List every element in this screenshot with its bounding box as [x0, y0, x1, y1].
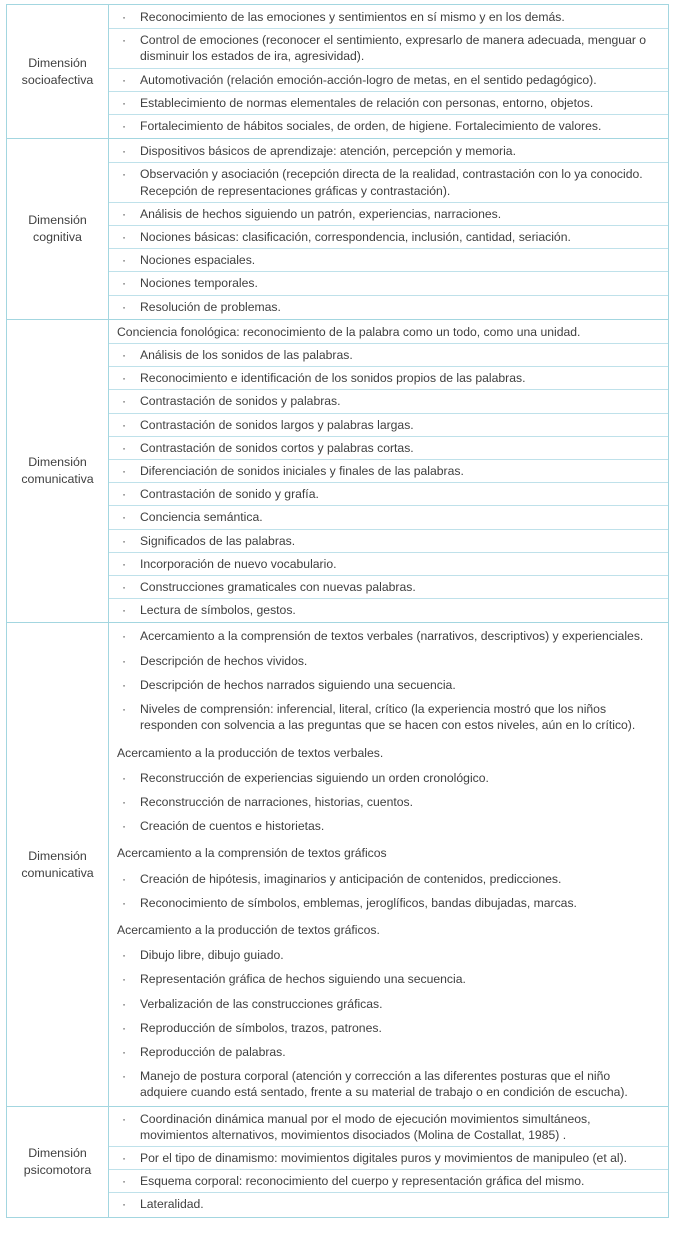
- item-text: Reconocimiento de las emociones y sentimientos en sí mismo y en los demás.: [140, 10, 565, 24]
- item-text: Manejo de postura corporal (atención y corrección a las diferentes posturas que el niño adquiere cuando está sentado, frente a su material de trabajo o en condición de escucha).: [140, 1069, 628, 1100]
- bullet-dot-icon: ·: [122, 230, 127, 245]
- bullet-item: [109, 599, 668, 621]
- item-text: Reconstrucción de experiencias siguiendo un orden cronológico.: [140, 770, 489, 785]
- item-text: Contrastación de sonido y grafía.: [140, 487, 319, 502]
- bullet-dot-icon: ·: [122, 394, 127, 409]
- item-text: Control de emociones (reconocer el sentimiento, expresarlo de manera adecuada, menguar o disminuir los estados de ira, agresividad).: [140, 33, 647, 64]
- items-cell: [109, 1107, 668, 1217]
- bullet-item: [109, 272, 668, 295]
- bullet-item: [109, 992, 668, 1016]
- bullet-dot-icon: ·: [122, 95, 127, 110]
- bullet-item: [109, 673, 668, 697]
- bullet-item: [109, 1170, 668, 1193]
- bullet-item: [109, 203, 668, 226]
- bullet-dot-icon: ·: [122, 996, 127, 1011]
- bullet-item: [109, 576, 668, 599]
- items-cell: [109, 320, 668, 623]
- item-text: Significados de las palabras.: [140, 533, 296, 548]
- bullet-dot-icon: ·: [122, 464, 127, 479]
- bullet-item: [109, 891, 668, 915]
- item-text: Conciencia fonológica: reconocimiento de la palabra como un todo, como una unidad.: [117, 324, 581, 339]
- item-text: Construcciones gramaticales con nuevas palabras.: [140, 580, 416, 595]
- bullet-dot-icon: ·: [122, 556, 127, 571]
- bullet-item: [109, 697, 668, 737]
- bullet-item: [109, 1108, 668, 1147]
- dimension-section-3: [7, 320, 668, 624]
- item-text: Reconstrucción de narraciones, historias, cuentos.: [140, 794, 414, 809]
- bullet-dot-icon: ·: [122, 677, 127, 692]
- bullet-dot-icon: ·: [122, 895, 127, 910]
- subheading-item: [109, 838, 668, 866]
- item-text: Acercamiento a la comprensión de textos verbales (narrativos, descriptivos) y experienciales.: [140, 629, 644, 644]
- bullet-item: [109, 437, 668, 460]
- bullet-item: [109, 29, 668, 68]
- item-text: Nociones temporales.: [140, 276, 258, 291]
- item-text: Análisis de hechos siguiendo un patrón, experiencias, narraciones.: [140, 206, 502, 221]
- item-text: Análisis de los sonidos de las palabras.: [140, 348, 353, 363]
- bullet-item: [109, 766, 668, 790]
- bullet-dot-icon: ·: [122, 653, 127, 668]
- bullet-dot-icon: ·: [122, 1020, 127, 1035]
- bullet-item: [109, 115, 668, 137]
- item-text: Incorporación de nuevo vocabulario.: [140, 556, 337, 571]
- bullet-dot-icon: ·: [122, 629, 127, 644]
- item-text: Descripción de hechos vividos.: [140, 653, 308, 668]
- item-text: Reproducción de símbolos, trazos, patrones.: [140, 1020, 382, 1035]
- item-text: Nociones básicas: clasificación, correspondencia, inclusión, cantidad, seriación.: [140, 230, 571, 245]
- bullet-item: [109, 967, 668, 991]
- bullet-dot-icon: ·: [122, 348, 127, 363]
- bullet-dot-icon: ·: [122, 770, 127, 785]
- item-text: Acercamiento a la producción de textos gráficos.: [117, 922, 380, 937]
- item-text: Acercamiento a la producción de textos verbales.: [117, 745, 384, 760]
- bullet-dot-icon: ·: [122, 10, 127, 24]
- bullet-dot-icon: ·: [122, 1069, 127, 1084]
- item-text: Resolución de problemas.: [140, 299, 281, 314]
- bullet-dot-icon: ·: [122, 794, 127, 809]
- bullet-dot-icon: ·: [122, 603, 127, 618]
- item-text: Dispositivos básicos de aprendizaje: atención, percepción y memoria.: [140, 144, 516, 159]
- bullet-dot-icon: ·: [122, 702, 127, 717]
- bullet-dot-icon: ·: [122, 206, 127, 221]
- item-text: Nociones espaciales.: [140, 253, 256, 268]
- dimension-section-1: [7, 5, 668, 139]
- bullet-dot-icon: ·: [122, 72, 127, 87]
- item-text: Automotivación (relación emoción-acción-logro de metas, en el sentido pedagógico).: [140, 72, 597, 87]
- item-text: Acercamiento a la comprensión de textos gráficos: [117, 846, 387, 861]
- bullet-item: [109, 553, 668, 576]
- dimension-label: Dimensión comunicativa: [7, 623, 109, 1105]
- items-cell: [109, 623, 668, 1105]
- items-cell: [109, 139, 668, 319]
- bullet-dot-icon: ·: [122, 119, 127, 134]
- bullet-dot-icon: ·: [122, 417, 127, 432]
- bullet-item: [109, 506, 668, 529]
- bullet-dot-icon: ·: [122, 972, 127, 987]
- item-text: Diferenciación de sonidos iniciales y finales de las palabras.: [140, 464, 464, 479]
- bullet-dot-icon: ·: [122, 253, 127, 268]
- dimension-label: Dimensión cognitiva: [7, 139, 109, 319]
- bullet-item: [109, 6, 668, 29]
- item-text: Lectura de símbolos, gestos.: [140, 603, 296, 618]
- item-text: Creación de hipótesis, imaginarios y anticipación de contenidos, predicciones.: [140, 871, 562, 886]
- bullet-dot-icon: ·: [122, 871, 127, 886]
- item-text: Fortalecimiento de hábitos sociales, de orden, de higiene. Fortalecimiento de valores.: [140, 119, 602, 134]
- bullet-dot-icon: ·: [122, 371, 127, 386]
- dimension-section-2: [7, 139, 668, 320]
- bullet-item: [109, 92, 668, 115]
- item-text: Contrastación de sonidos y palabras.: [140, 394, 341, 409]
- bullet-dot-icon: ·: [122, 1111, 127, 1126]
- item-text: Reconocimiento e identificación de los sonidos propios de las palabras.: [140, 371, 526, 386]
- bullet-item: [109, 296, 668, 318]
- item-text: Reproducción de palabras.: [140, 1044, 286, 1059]
- item-text: Reconocimiento de símbolos, emblemas, jeroglíficos, bandas dibujadas, marcas.: [140, 895, 577, 910]
- item-text: Verbalización de las construcciones gráficas.: [140, 996, 383, 1011]
- bullet-dot-icon: ·: [122, 580, 127, 595]
- subheading-item: [109, 321, 668, 344]
- bullet-item: [109, 530, 668, 553]
- dimension-label: Dimensión socioafectiva: [7, 5, 109, 138]
- item-text: Contrastación de sonidos largos y palabras largas.: [140, 417, 414, 432]
- bullet-item: [109, 414, 668, 437]
- bullet-dot-icon: ·: [122, 33, 127, 48]
- bullet-item: [109, 390, 668, 413]
- item-text: Niveles de comprensión: inferencial, literal, crítico (la experiencia mostró que los niños responden con solvencia a las preguntas que se hacen con estos niveles, aún en lo crítico).: [140, 702, 636, 733]
- bullet-item: [109, 1147, 668, 1170]
- bullet-dot-icon: ·: [122, 510, 127, 525]
- bullet-item: [109, 226, 668, 249]
- dimension-label: Dimensión comunicativa: [7, 320, 109, 623]
- item-text: Coordinación dinámica manual por el modo de ejecución movimientos simultáneos, movimientos alternativos, movimientos disociados (Molina de Costallat, 1985) .: [140, 1111, 591, 1142]
- bullet-dot-icon: ·: [122, 167, 127, 182]
- bullet-dot-icon: ·: [122, 533, 127, 548]
- bullet-dot-icon: ·: [122, 144, 127, 159]
- subheading-item: [109, 915, 668, 943]
- bullet-item: [109, 483, 668, 506]
- bullet-item: [109, 367, 668, 390]
- item-text: Esquema corporal: reconocimiento del cuerpo y representación gráfica del mismo.: [140, 1174, 585, 1189]
- dimensions-table: [6, 4, 669, 1218]
- bullet-item: [109, 867, 668, 891]
- bullet-item: [109, 69, 668, 92]
- bullet-dot-icon: ·: [122, 276, 127, 291]
- subheading-item: [109, 738, 668, 766]
- bullet-dot-icon: ·: [122, 948, 127, 963]
- bullet-dot-icon: ·: [122, 487, 127, 502]
- item-text: Contrastación de sonidos cortos y palabras cortas.: [140, 440, 414, 455]
- bullet-item: [109, 163, 668, 202]
- bullet-dot-icon: ·: [122, 1044, 127, 1059]
- bullet-dot-icon: ·: [122, 819, 127, 834]
- item-text: Dibujo libre, dibujo guiado.: [140, 948, 284, 963]
- bullet-item: [109, 344, 668, 367]
- item-text: Descripción de hechos narrados siguiendo una secuencia.: [140, 677, 456, 692]
- bullet-item: [109, 1040, 668, 1064]
- bullet-dot-icon: ·: [122, 299, 127, 314]
- bullet-dot-icon: ·: [122, 1150, 127, 1165]
- items-cell: [109, 5, 668, 138]
- bullet-item: [109, 943, 668, 967]
- bullet-item: [109, 649, 668, 673]
- bullet-dot-icon: ·: [122, 1197, 127, 1212]
- bullet-dot-icon: ·: [122, 1174, 127, 1189]
- item-text: Lateralidad.: [140, 1197, 204, 1212]
- item-text: Observación y asociación (recepción directa de la realidad, contrastación con lo ya conocido. Recepción de representaciones gráficas y contrastación).: [140, 167, 643, 198]
- bullet-item: [109, 814, 668, 838]
- item-text: Conciencia semántica.: [140, 510, 263, 525]
- bullet-item: [109, 249, 668, 272]
- dimension-section-5: [7, 1107, 668, 1217]
- dimension-label: Dimensión psicomotora: [7, 1107, 109, 1217]
- bullet-item: [109, 624, 668, 648]
- bullet-item: [109, 460, 668, 483]
- bullet-item: [109, 1193, 668, 1215]
- bullet-dot-icon: ·: [122, 440, 127, 455]
- item-text: Por el tipo de dinamismo: movimientos digitales puros y movimientos de manipuleo (et al).: [140, 1150, 628, 1165]
- bullet-item: [109, 1064, 668, 1104]
- bullet-item: [109, 1016, 668, 1040]
- bullet-item: [109, 140, 668, 163]
- bullet-item: [109, 790, 668, 814]
- item-text: Creación de cuentos e historietas.: [140, 819, 325, 834]
- item-text: Establecimiento de normas elementales de relación con personas, entorno, objetos.: [140, 95, 594, 110]
- dimension-section-4: [7, 623, 668, 1106]
- item-text: Representación gráfica de hechos siguiendo una secuencia.: [140, 972, 466, 987]
